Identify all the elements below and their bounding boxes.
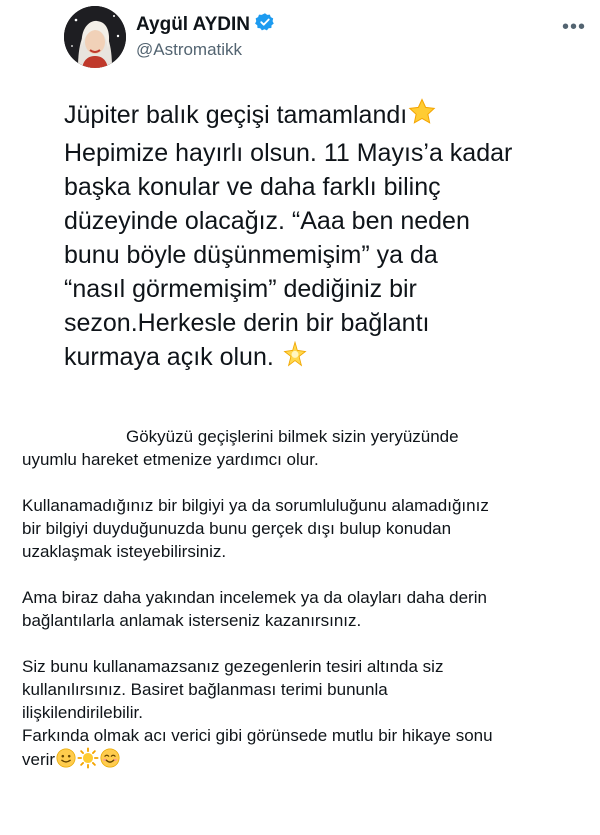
paragraph-5 [22,724,582,775]
paragraph-line: bağlantılarla anlamak isterseniz kazanırsınız. [22,611,362,630]
paragraph-line: uyumlu hareket etmenize yardımcı olur. [22,450,319,469]
more-options-icon[interactable]: ••• [561,16,586,38]
sun-emoji-icon [77,747,99,775]
tweet-line: düzeyinde olacağız. “Aaa ben neden [64,207,470,235]
paragraph-line: verir [22,750,56,769]
paragraph-3 [22,586,582,632]
tweet-line: Jüpiter balık geçişi tamamlandı [64,101,408,129]
paragraph-line: Gökyüzü geçişlerini bilmek sizin yeryüzünde [126,427,459,446]
paragraph-line: kullanılırsınız. Basiret bağlanması terimi bununla [22,680,388,699]
avatar[interactable] [64,6,126,68]
paragraph-1 [22,425,582,471]
tweet-line: sezon.Herkesle derin bir bağlantı [64,309,430,337]
paragraph-line: Kullanamadığınız bir bilgiyi ya da sorumluluğunu alamadığınız [22,496,489,515]
glowing-star-emoji-icon [281,341,309,378]
paragraph-line: ilişkilendirilebilir. [22,703,143,722]
tweet-line: “nasıl görmemişim” dediğiniz bir [64,275,417,303]
paragraph-line: Ama biraz daha yakından incelemek ya da olayları daha derin [22,588,487,607]
star-emoji-icon [407,97,437,136]
verified-badge-icon [255,12,275,37]
tweet-body [22,425,582,775]
slightly-smiling-face-emoji-icon [55,747,77,775]
paragraph-2 [22,494,582,563]
tweet-line: Hepimize hayırlı olsun. 11 Mayıs’a kadar [64,139,513,167]
paragraph-4 [22,655,582,724]
tweet-header [64,6,594,68]
tweet-text [64,97,564,378]
paragraph-line: bir bilgiyi duyduğunuzda bunu gerçek dışı bulup konudan [22,519,452,538]
smiling-face-emoji-icon [99,747,121,775]
tweet-line: bunu böyle düşünmemişim” ya da [64,241,438,269]
paragraph-line: Farkında olmak acı verici gibi görünsede mutlu bir hikaye sonu [22,726,493,745]
name-row [136,12,275,37]
tweet-line: kurmaya açık olun. [64,343,274,371]
user-handle[interactable]: @Astromatikk [136,40,243,59]
paragraph-line: uzaklaşmak isteyebilirsiniz. [22,542,227,561]
display-name[interactable]: Aygül AYDIN [136,13,251,35]
tweet-line: başka konular ve daha farklı bilinç [64,173,441,201]
paragraph-line: Siz bunu kullanamazsanız gezegenlerin tesiri altında siz [22,657,444,676]
